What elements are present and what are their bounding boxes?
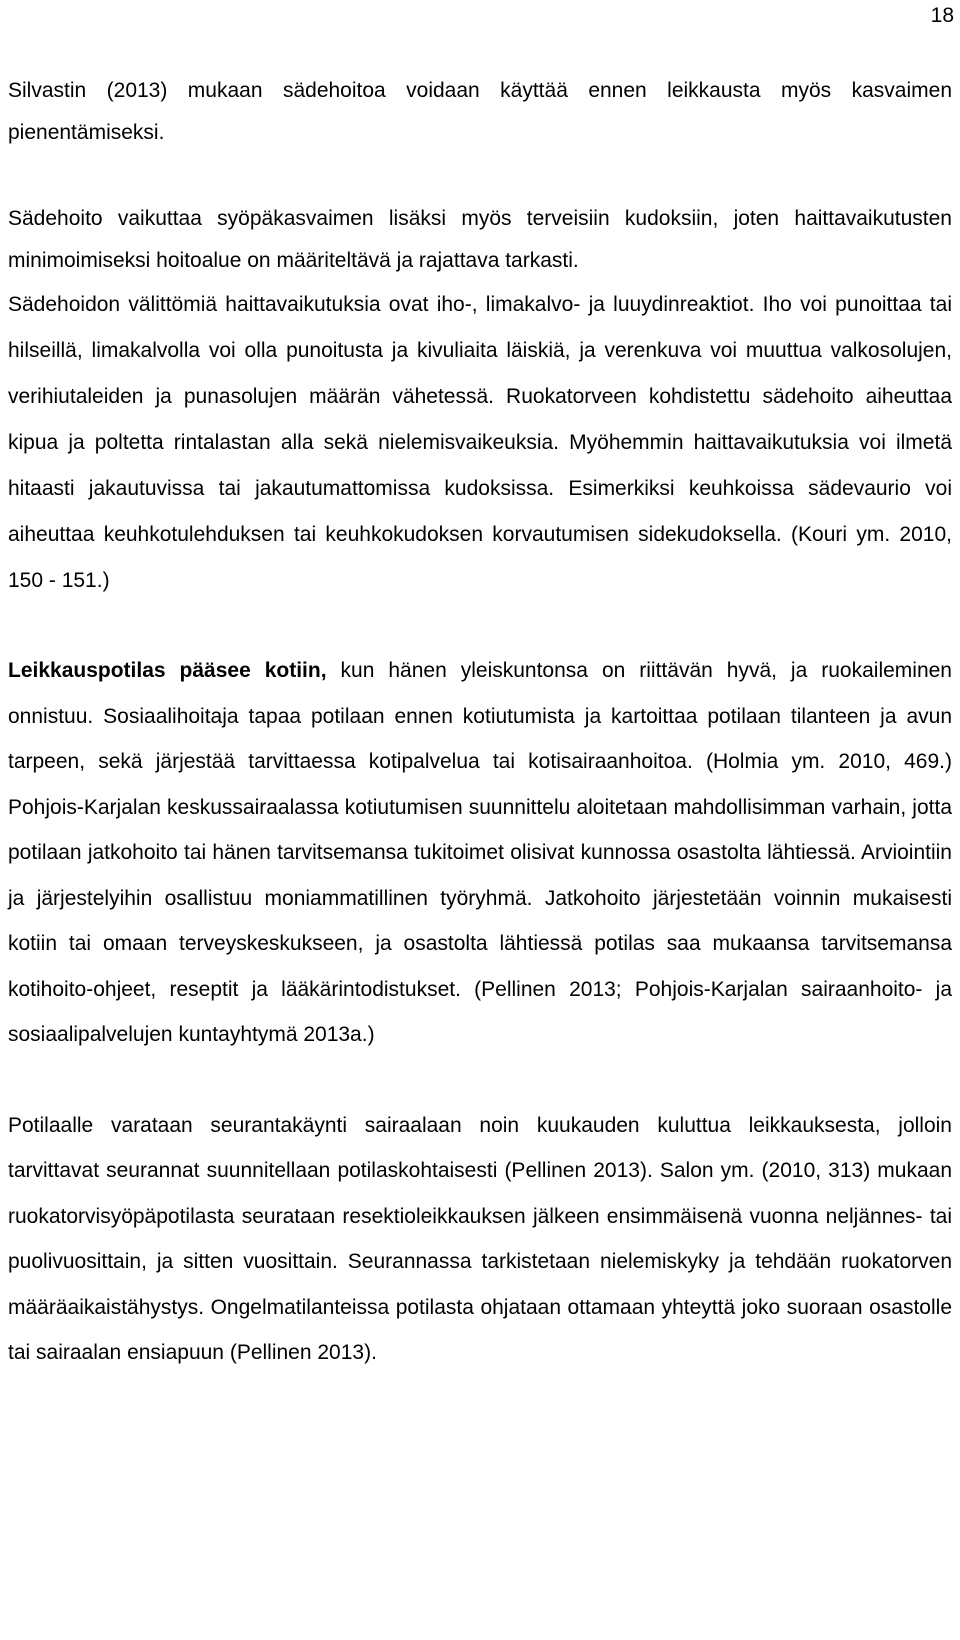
document-body: [8, 70, 952, 1376]
paragraph-lead-heading: Leikkauspotilas pääsee kotiin,: [8, 659, 327, 682]
paragraph-radiotherapy-before-surgery: Silvastin (2013) mukaan sädehoitoa voidaan käyttää ennen leikkausta myös kasvaimen pienentämiseksi.: [8, 79, 952, 144]
paragraph-radiotherapy-side-effects: Sädehoidon välittömiä haittavaikutuksia ovat iho-, limakalvo- ja luuydinreaktiot. Iho voi punoittaa tai hilseillä, limakalvolla voi olla punoitusta ja kivuliaita läiskiä, ja verenkuva voi muuttua valkosolujen, verihiutaleiden ja punasolujen määrän vähetessä. Ruokatorveen kohdistettu sädehoito aiheuttaa kipua ja poltetta rintalastan alla sekä nielemisvaikeuksia. Myöhemmin haittavaikutuksia voi ilmetä hitaasti jakautuvissa tai jakautumattomissa kudoksissa. Esimerkiksi keuhkoissa sädevaurio voi aiheuttaa keuhkotulehduksen tai keuhkokudoksen korvautumisen sidekudoksella. (Kouri ym. 2010, 150 - 151.): [8, 293, 952, 592]
paragraph-follow-up: Potilaalle varataan seurantakäynti sairaalaan noin kuukauden kuluttua leikkauksesta, jolloin tarvittavat seurannat suunnitellaan potilaskohtaisesti (Pellinen 2013). Salon ym. (2010, 313) mukaan ruokatorvisyöpäpotilasta seurataan resektioleikkauksen jälkeen ensimmäisenä vuonna neljännes- tai puolivuosittain, ja sitten vuosittain. Seurannassa tarkistetaan nielemiskyky ja tehdään ruokatorven määräaikaistähystys. Ongelmatilanteissa potilasta ohjataan ottamaan yhteyttä joko suoraan osastolle tai sairaalan ensiapuun (Pellinen 2013).: [8, 1113, 952, 1364]
paragraph-discharge: [8, 648, 952, 1058]
paragraph-discharge-body: kun hänen yleiskuntonsa on riittävän hyvä, ja ruokaileminen onnistuu. Sosiaalihoitaja tapaa potilaan ennen kotiutumista ja kartoittaa potilaan tilanteen ja avun tarpeen, sekä järjestää tarvittaessa kotipalvelua tai kotisairaanhoitoa. (Holmia ym. 2010, 469.) Pohjois-Karjalan keskussairaalassa kotiutumisen suunnittelu aloitetaan mahdollisimman varhain, jotta potilaan jatkohoito tai hänen tarvitsemansa tukitoimet olisivat kunnossa osastolta lähtiessä. Arviointiin ja järjestelyihin osallistuu moniammatillinen työryhmä. Jatkohoito järjestetään voinnin mukaisesti kotiin tai omaan terveyskeskukseen, ja osastolta lähtiessä potilas saa mukaansa tarvitsemansa kotihoito-ohjeet, reseptit ja lääkärintodistukset. (Pellinen 2013; Pohjois-Karjalan sairaanhoito- ja sosiaalipalvelujen kuntayhtymä 2013a.): [8, 659, 952, 1046]
paragraph-radiotherapy-effects-intro: Sädehoito vaikuttaa syöpäkasvaimen lisäksi myös terveisiin kudoksiin, joten haittavaikutusten minimoimiseksi hoitoalue on määriteltävä ja rajattava tarkasti.: [8, 207, 952, 272]
page-number: 18: [930, 4, 954, 27]
